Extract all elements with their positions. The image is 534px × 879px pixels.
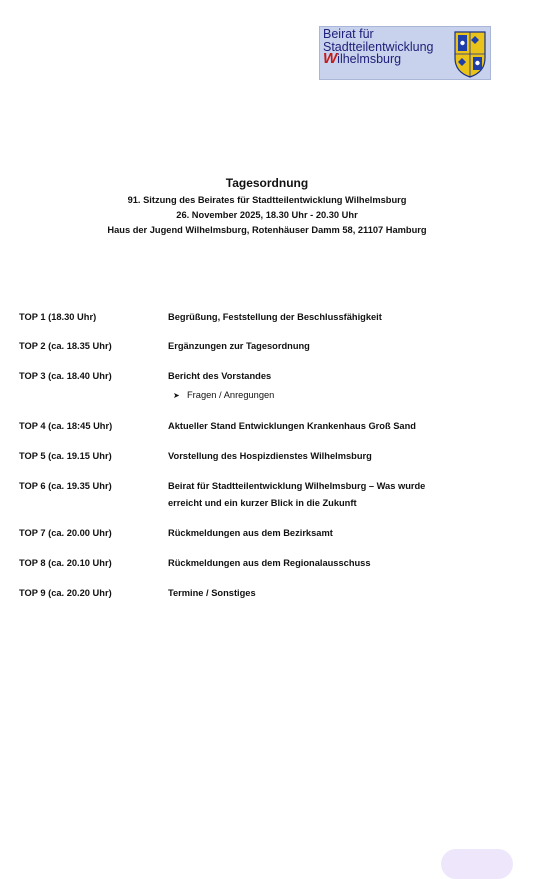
document-header <box>0 176 534 238</box>
agenda-item-time: TOP 5 (ca. 19.15 Uhr) <box>19 451 112 461</box>
agenda-item-topic: Begrüßung, Feststellung der Beschlussfähigkeit <box>168 312 382 322</box>
agenda-sub-item-label: Fragen / Anregungen <box>187 390 275 400</box>
organization-logo <box>319 26 491 80</box>
meeting-location: Haus der Jugend Wilhelmsburg, Rotenhäuser Damm 58, 21107 Hamburg <box>107 225 427 235</box>
agenda-item-time: TOP 3 (ca. 18.40 Uhr) <box>19 371 112 381</box>
logo-line-3 <box>323 50 433 67</box>
page-title: Tagesordnung <box>225 176 309 190</box>
agenda-item-topic-line-1: Beirat für Stadtteilentwicklung Wilhelmsburg – Was wurde <box>168 481 426 491</box>
meeting-name: 91. Sitzung des Beirates für Stadtteilentwicklung Wilhelmsburg <box>127 195 407 205</box>
agenda-item-time: TOP 9 (ca. 20.20 Uhr) <box>19 588 112 598</box>
agenda-item-time: TOP 1 (18.30 Uhr) <box>19 312 97 322</box>
logo-line-2: Stadtteilentwicklung <box>323 39 434 54</box>
agenda-item-topic: Ergänzungen zur Tagesordnung <box>168 341 310 351</box>
logo-line-3-rest: ilhelmsburg <box>337 52 402 66</box>
logo-line-1: Beirat für <box>323 27 374 41</box>
agenda-item-time: TOP 6 (ca. 19.35 Uhr) <box>19 481 112 491</box>
agenda-sub-item <box>173 387 274 404</box>
agenda-item-topic: Aktueller Stand Entwicklungen Krankenhaus Groß Sand <box>168 421 416 431</box>
agenda-item-topic: Bericht des Vorstandes <box>168 371 272 381</box>
floating-action-button[interactable] <box>441 849 513 879</box>
arrow-bullet-icon: ➤ <box>173 391 180 400</box>
agenda-item-time: TOP 4 (ca. 18:45 Uhr) <box>19 421 113 431</box>
agenda-item-time: TOP 8 (ca. 20.10 Uhr) <box>19 558 112 568</box>
agenda-item-topic: Rückmeldungen aus dem Regionalausschuss <box>168 558 371 568</box>
meeting-date: 26. November 2025, 18.30 Uhr - 20.30 Uhr <box>176 210 358 220</box>
agenda-item-topic-line-2: erreicht und ein kurzer Blick in die Zukunft <box>168 498 357 508</box>
agenda-item-time: TOP 2 (ca. 18.35 Uhr) <box>19 341 112 351</box>
logo-initial: W <box>323 50 338 67</box>
coat-of-arms-icon <box>451 28 489 79</box>
agenda-item-topic: Termine / Sonstiges <box>168 588 256 598</box>
agenda-item-topic: Rückmeldungen aus dem Bezirksamt <box>168 528 333 538</box>
agenda-item-topic: Vorstellung des Hospizdienstes Wilhelmsburg <box>168 451 372 461</box>
agenda-item-time: TOP 7 (ca. 20.00 Uhr) <box>19 528 112 538</box>
agenda-item-topic <box>168 478 508 512</box>
logo-text <box>323 28 433 66</box>
